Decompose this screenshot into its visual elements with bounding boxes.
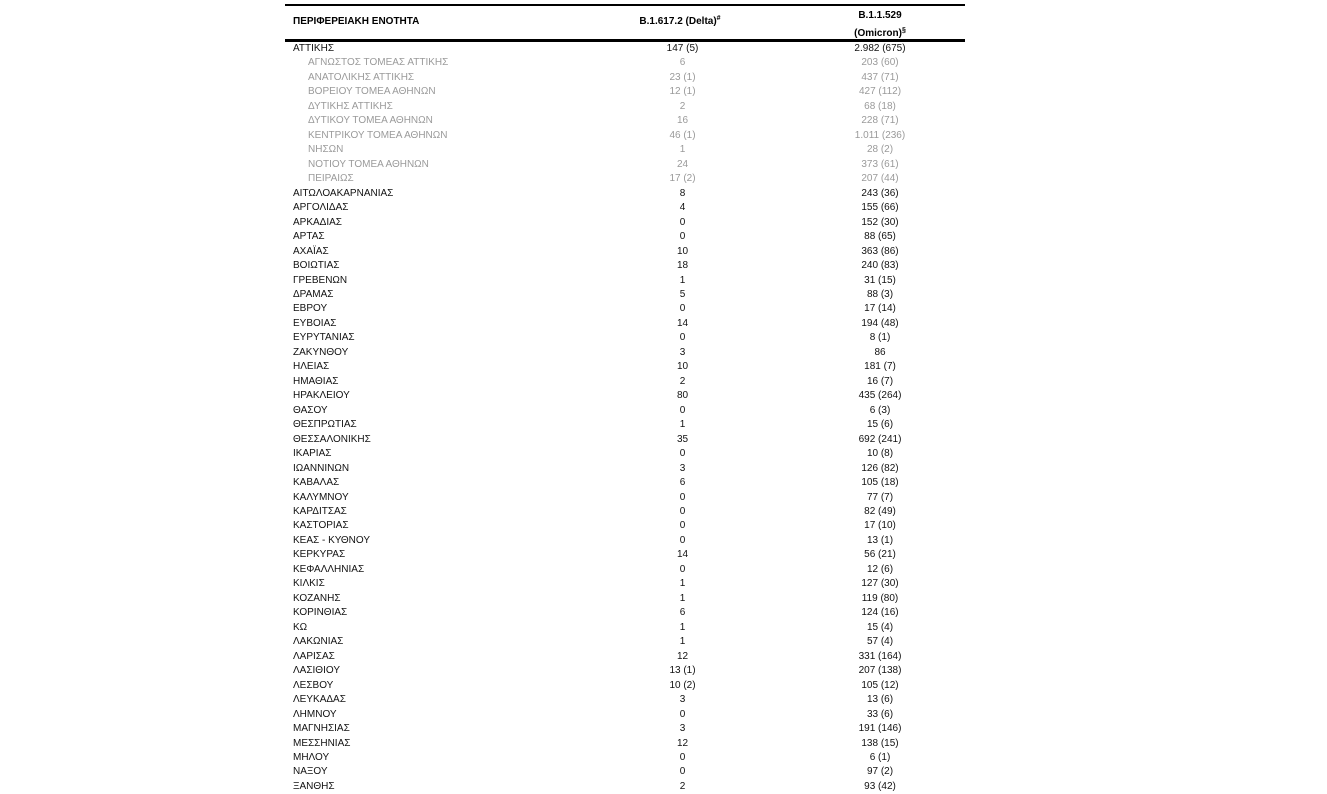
omicron-count-cell: 240 (83): [861, 260, 899, 272]
omicron-count-cell: 373 (61): [861, 158, 899, 170]
region-name-cell: ΝΑΞΟΥ: [293, 766, 328, 778]
header-delta-label: B.1.617.2 (Delta): [639, 16, 717, 27]
delta-count-cell: 3: [679, 462, 686, 474]
region-name-cell: ΛΑΚΩΝΙΑΣ: [293, 636, 344, 648]
region-name-cell: ΑΙΤΩΛΟΑΚΑΡΝΑΝΙΑΣ: [293, 187, 394, 199]
header-omicron-footnote-mark: §: [901, 27, 906, 34]
table-row: [285, 331, 965, 345]
region-name-cell: ΝΟΤΙΟΥ ΤΟΜΕΑ ΑΘΗΝΩΝ: [308, 158, 429, 170]
delta-count-cell: 1: [679, 419, 686, 431]
table-row: [285, 505, 965, 519]
table-row: [285, 722, 965, 736]
delta-count-cell: 0: [679, 216, 686, 228]
omicron-count-cell: 124 (16): [861, 607, 899, 619]
omicron-count-cell: 127 (30): [861, 578, 899, 590]
delta-count-cell: 0: [679, 506, 686, 517]
table-row: [285, 172, 965, 186]
region-name-cell: ΑΤΤΙΚΗΣ: [293, 43, 334, 54]
table-row: [285, 650, 965, 664]
omicron-count-cell: 207 (44): [861, 173, 899, 185]
delta-count-cell: 12 (1): [669, 86, 696, 98]
region-name-cell: ΑΡΤΑΣ: [293, 231, 325, 243]
region-name-cell: ΘΕΣΠΡΩΤΙΑΣ: [293, 419, 357, 431]
omicron-count-cell: 105 (12): [861, 679, 899, 691]
region-name-cell: ΚΑΣΤΟΡΙΑΣ: [293, 520, 349, 532]
table-row: [285, 100, 965, 114]
delta-count-cell: 3: [679, 694, 686, 706]
table-row: [285, 216, 965, 230]
omicron-count-cell: 6 (3): [869, 404, 891, 416]
delta-count-cell: 14: [676, 549, 689, 561]
omicron-count-cell: 13 (6): [866, 694, 894, 706]
delta-count-cell: 1: [679, 592, 686, 604]
omicron-count-cell: 2.982 (675): [854, 43, 906, 54]
table-row: [285, 606, 965, 620]
table-row: [285, 201, 965, 215]
region-name-cell: ΒΟΙΩΤΙΑΣ: [293, 260, 340, 272]
delta-count-cell: 1: [679, 621, 686, 633]
table-row: [285, 85, 965, 99]
region-name-cell: ΔΥΤΙΚΗΣ ΑΤΤΙΚΗΣ: [308, 100, 393, 112]
delta-count-cell: 0: [679, 491, 686, 503]
delta-count-cell: 12: [676, 650, 689, 662]
delta-count-cell: 0: [679, 708, 686, 720]
region-name-cell: ΓΡΕΒΕΝΩΝ: [293, 274, 348, 286]
region-name-cell: ΕΒΡΟΥ: [293, 303, 328, 315]
region-name-cell: ΜΗΛΟΥ: [293, 751, 330, 763]
region-name-cell: ΚΑΡΔΙΤΣΑΣ: [293, 506, 347, 517]
region-name-cell: ΔΡΑΜΑΣ: [293, 288, 334, 300]
region-name-cell: ΞΑΝΘΗΣ: [293, 780, 335, 792]
delta-count-cell: 2: [679, 375, 686, 387]
header-omicron: [805, 7, 955, 43]
delta-count-cell: 2: [679, 100, 686, 112]
omicron-count-cell: 82 (49): [864, 506, 896, 517]
table-row: [285, 708, 965, 722]
omicron-count-cell: 57 (4): [866, 636, 894, 648]
omicron-count-cell: 692 (241): [858, 433, 902, 445]
table-row: [285, 317, 965, 331]
region-name-cell: ΚΑΒΑΛΑΣ: [293, 477, 340, 489]
omicron-count-cell: 10 (8): [866, 448, 894, 460]
table-row: [285, 129, 965, 143]
header-delta: [585, 16, 775, 27]
table-row: [285, 765, 965, 779]
omicron-count-cell: 331 (164): [858, 650, 902, 662]
region-name-cell: ΚΕΑΣ - ΚΥΘΝΟΥ: [293, 534, 370, 546]
delta-count-cell: 0: [679, 534, 686, 546]
delta-count-cell: 8: [679, 187, 686, 199]
region-name-cell: ΗΛΕΙΑΣ: [293, 361, 330, 373]
table-row: [285, 56, 965, 70]
region-name-cell: ΛΑΣΙΘΙΟΥ: [293, 665, 340, 677]
region-name-cell: ΜΕΣΣΗΝΙΑΣ: [293, 737, 351, 749]
omicron-count-cell: 191 (146): [858, 723, 902, 735]
omicron-count-cell: 88 (3): [866, 288, 894, 300]
table-row: [285, 693, 965, 707]
table-row: [285, 433, 965, 447]
delta-count-cell: 1: [679, 578, 686, 590]
region-name-cell: ΚΕΡΚΥΡΑΣ: [293, 549, 346, 561]
delta-count-cell: 18: [676, 260, 689, 272]
table-row: [285, 737, 965, 751]
delta-count-cell: 147 (5): [666, 43, 699, 54]
table-body: [285, 42, 965, 794]
delta-count-cell: 0: [679, 563, 686, 575]
delta-count-cell: 17 (2): [669, 173, 696, 185]
region-name-cell: ΘΑΣΟΥ: [293, 404, 328, 416]
region-name-cell: ΑΓΝΩΣΤΟΣ ΤΟΜΕΑΣ ΑΤΤΙΚΗΣ: [308, 57, 449, 69]
header-omicron-line1: B.1.1.529: [858, 10, 902, 21]
region-name-cell: ΚΟΡΙΝΘΙΑΣ: [293, 607, 348, 619]
table-row: [285, 143, 965, 157]
table-row: [285, 71, 965, 85]
table-row: [285, 563, 965, 577]
omicron-count-cell: 105 (18): [861, 477, 899, 489]
delta-count-cell: 14: [676, 317, 689, 329]
delta-count-cell: 6: [679, 607, 686, 619]
region-name-cell: ΒΟΡΕΙΟΥ ΤΟΜΕΑ ΑΘΗΝΩΝ: [308, 86, 436, 98]
table-row: [285, 491, 965, 505]
region-name-cell: ΑΝΑΤΟΛΙΚΗΣ ΑΤΤΙΚΗΣ: [308, 71, 415, 83]
region-name-cell: ΚΩ: [293, 621, 308, 633]
table-row: [285, 780, 965, 794]
header-region: ΠΕΡΙΦΕΡΕΙΑΚΗ ΕΝΟΤΗΤΑ: [293, 16, 420, 27]
region-name-cell: ΛΑΡΙΣΑΣ: [293, 650, 335, 662]
omicron-count-cell: 243 (36): [861, 187, 899, 199]
delta-count-cell: 16: [676, 115, 689, 127]
omicron-count-cell: 152 (30): [861, 216, 899, 228]
omicron-count-cell: 15 (4): [866, 621, 894, 633]
omicron-count-cell: 363 (86): [861, 245, 899, 257]
table-row: [285, 577, 965, 591]
delta-count-cell: 10: [676, 361, 689, 373]
table-row: [285, 751, 965, 765]
region-name-cell: ΘΕΣΣΑΛΟΝΙΚΗΣ: [293, 433, 371, 445]
table-row: [285, 462, 965, 476]
omicron-count-cell: 437 (71): [861, 71, 899, 83]
delta-count-cell: 35: [676, 433, 689, 445]
omicron-count-cell: 138 (15): [861, 737, 899, 749]
omicron-count-cell: 194 (48): [861, 317, 899, 329]
table-row: [285, 447, 965, 461]
delta-count-cell: 0: [679, 751, 686, 763]
table-row: [285, 375, 965, 389]
delta-count-cell: 12: [676, 737, 689, 749]
region-name-cell: ΗΡΑΚΛΕΙΟΥ: [293, 390, 350, 402]
omicron-count-cell: 13 (1): [866, 534, 894, 546]
omicron-count-cell: 17 (10): [864, 520, 896, 532]
delta-count-cell: 0: [679, 520, 686, 532]
table-row: [285, 389, 965, 403]
table-row: [285, 534, 965, 548]
delta-count-cell: 6: [679, 477, 686, 489]
region-name-cell: ΚΙΛΚΙΣ: [293, 578, 325, 590]
delta-count-cell: 80: [676, 390, 689, 402]
omicron-count-cell: 427 (112): [858, 86, 902, 98]
region-name-cell: ΛΕΣΒΟΥ: [293, 679, 334, 691]
table-row: [285, 288, 965, 302]
omicron-count-cell: 16 (7): [866, 375, 894, 387]
table-row: [285, 360, 965, 374]
delta-count-cell: 6: [679, 57, 686, 69]
delta-count-cell: 0: [679, 303, 686, 315]
omicron-count-cell: 77 (7): [866, 491, 894, 503]
region-name-cell: ΜΑΓΝΗΣΙΑΣ: [293, 723, 350, 735]
omicron-count-cell: 228 (71): [861, 115, 899, 127]
delta-count-cell: 24: [676, 158, 689, 170]
omicron-count-cell: 207 (138): [858, 665, 902, 677]
omicron-count-cell: 126 (82): [861, 462, 899, 474]
table-row: [285, 664, 965, 678]
region-name-cell: ΑΡΓΟΛΙΔΑΣ: [293, 202, 349, 214]
region-name-cell: ΚΕΝΤΡΙΚΟΥ ΤΟΜΕΑ ΑΘΗΝΩΝ: [308, 129, 448, 141]
table-row: [285, 245, 965, 259]
region-name-cell: ΔΥΤΙΚΟΥ ΤΟΜΕΑ ΑΘΗΝΩΝ: [308, 115, 433, 127]
region-name-cell: ΛΗΜΝΟΥ: [293, 708, 337, 720]
table-row: [285, 302, 965, 316]
omicron-count-cell: 97 (2): [866, 766, 894, 778]
delta-count-cell: 4: [679, 202, 686, 214]
delta-count-cell: 10: [676, 245, 689, 257]
region-name-cell: ΙΩΑΝΝΙΝΩΝ: [293, 462, 350, 474]
delta-count-cell: 2: [679, 780, 686, 792]
table-row: [285, 230, 965, 244]
region-name-cell: ΕΥΡΥΤΑΝΙΑΣ: [293, 332, 355, 344]
table-row: [285, 42, 965, 56]
table-row: [285, 519, 965, 533]
delta-count-cell: 46 (1): [669, 129, 696, 141]
omicron-count-cell: 8 (1): [869, 332, 891, 344]
table-row: [285, 404, 965, 418]
table-row: [285, 621, 965, 635]
table-row: [285, 158, 965, 172]
delta-count-cell: 0: [679, 332, 686, 344]
omicron-count-cell: 119 (80): [861, 592, 899, 604]
omicron-count-cell: 28 (2): [866, 144, 894, 156]
delta-count-cell: 3: [679, 723, 686, 735]
delta-count-cell: 0: [679, 448, 686, 460]
region-name-cell: ΝΗΣΩΝ: [308, 144, 344, 156]
region-name-cell: ΛΕΥΚΑΔΑΣ: [293, 694, 346, 706]
delta-count-cell: 23 (1): [669, 71, 696, 83]
region-name-cell: ΚΑΛΥΜΝΟΥ: [293, 491, 349, 503]
region-name-cell: ΖΑΚΥΝΘΟΥ: [293, 346, 349, 358]
table-row: [285, 592, 965, 606]
table-row: [285, 418, 965, 432]
omicron-count-cell: 17 (14): [864, 303, 896, 315]
header-omicron-line2: (Omicron): [854, 28, 902, 39]
delta-count-cell: 0: [679, 231, 686, 243]
region-name-cell: ΕΥΒΟΙΑΣ: [293, 317, 337, 329]
delta-count-cell: 3: [679, 346, 686, 358]
table-row: [285, 274, 965, 288]
delta-count-cell: 1: [679, 274, 686, 286]
region-name-cell: ΚΕΦΑΛΛΗΝΙΑΣ: [293, 563, 365, 575]
table-row: [285, 679, 965, 693]
omicron-count-cell: 33 (6): [866, 708, 894, 720]
region-name-cell: ΙΚΑΡΙΑΣ: [293, 448, 332, 460]
table-top-rule: [285, 4, 965, 6]
region-name-cell: ΗΜΑΘΙΑΣ: [293, 375, 339, 387]
omicron-count-cell: 68 (18): [864, 100, 896, 112]
omicron-count-cell: 15 (6): [866, 419, 894, 431]
omicron-count-cell: 12 (6): [866, 563, 894, 575]
delta-count-cell: 0: [679, 404, 686, 416]
omicron-count-cell: 86: [874, 346, 886, 358]
omicron-count-cell: 1.011 (236): [854, 129, 906, 141]
table-row: [285, 114, 965, 128]
omicron-count-cell: 181 (7): [864, 361, 896, 373]
delta-count-cell: 13 (1): [669, 665, 696, 677]
region-name-cell: ΠΕΙΡΑΙΩΣ: [308, 173, 354, 185]
delta-count-cell: 10 (2): [669, 679, 696, 691]
delta-count-cell: 1: [679, 144, 686, 156]
omicron-count-cell: 435 (264): [858, 390, 902, 402]
omicron-count-cell: 155 (66): [861, 202, 899, 214]
delta-count-cell: 0: [679, 766, 686, 778]
omicron-count-cell: 88 (65): [864, 231, 896, 243]
table-row: [285, 476, 965, 490]
table-row: [285, 635, 965, 649]
region-name-cell: ΑΡΚΑΔΙΑΣ: [293, 216, 342, 228]
omicron-count-cell: 6 (1): [869, 751, 891, 763]
omicron-count-cell: 31 (15): [864, 274, 896, 286]
delta-count-cell: 1: [679, 636, 686, 648]
header-delta-footnote-mark: #: [716, 15, 721, 22]
table-row: [285, 259, 965, 273]
delta-count-cell: 5: [679, 288, 686, 300]
table-row: [285, 187, 965, 201]
omicron-count-cell: 203 (60): [861, 57, 899, 69]
region-name-cell: ΑΧΑΪΑΣ: [293, 245, 329, 257]
omicron-count-cell: 56 (21): [864, 549, 896, 561]
region-name-cell: ΚΟΖΑΝΗΣ: [293, 592, 341, 604]
table-row: [285, 346, 965, 360]
table-row: [285, 548, 965, 562]
omicron-count-cell: 93 (42): [864, 780, 896, 792]
